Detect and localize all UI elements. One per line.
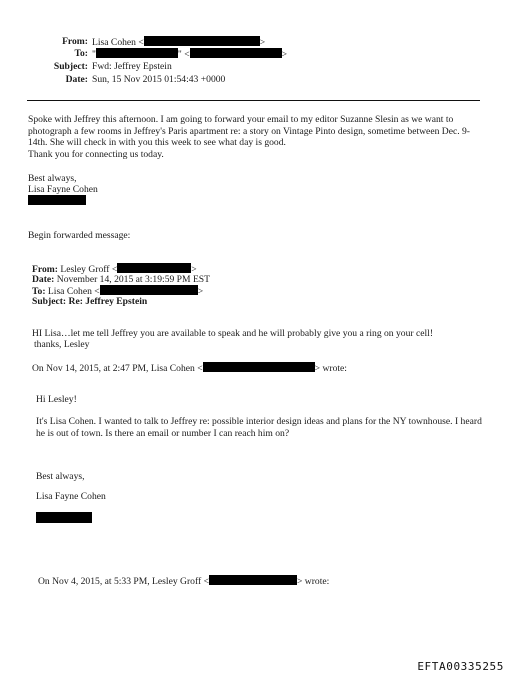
- quoted-greeting: Hi Lesley!: [36, 394, 77, 405]
- date-value: Sun, 15 Nov 2015 01:54:43 +0000: [92, 74, 226, 85]
- quoted-signature: Lisa Fayne Cohen: [36, 491, 106, 502]
- subject-label: Subject:: [53, 61, 88, 72]
- from-label: From:: [62, 36, 88, 47]
- reply-line1: HI Lisa…let me tell Jeffrey you are available to speak and he will probably give you a ring on your cell!: [32, 328, 434, 339]
- date-label: Date:: [65, 74, 88, 85]
- redaction-bar: [36, 512, 92, 523]
- to-label: To:: [74, 48, 88, 59]
- signoff: Best always,: [28, 173, 77, 184]
- redaction-bar: [190, 48, 282, 58]
- fwd-from: From: Lesley Groff < >: [32, 264, 197, 275]
- redaction-bar: [144, 36, 260, 46]
- from-value: Lisa Cohen < >: [92, 37, 266, 48]
- header-divider: [27, 100, 480, 101]
- quoted-redacted-contact: [36, 512, 92, 525]
- fwd-to: To: Lisa Cohen < >: [32, 286, 204, 297]
- to-value: " " < >: [92, 49, 288, 60]
- quote-intro: On Nov 14, 2015, at 2:47 PM, Lisa Cohen < > wrote:: [32, 363, 347, 374]
- redacted-contact: [28, 195, 86, 207]
- redaction-bar: [117, 263, 191, 273]
- redaction-bar: [96, 48, 178, 58]
- signature: Lisa Fayne Cohen: [28, 184, 98, 195]
- subject-value: Fwd: Jeffrey Epstein: [92, 61, 172, 72]
- quoted-signoff: Best always,: [36, 471, 85, 482]
- reply-line2: thanks, Lesley: [34, 339, 90, 350]
- thanks-line: Thank you for connecting us today.: [28, 149, 164, 160]
- redaction-bar: [28, 195, 86, 205]
- redaction-bar: [100, 285, 198, 295]
- quoted-paragraph: It's Lisa Cohen. I wanted to talk to Jeffrey re: possible interior design ideas and plans for the NY townhouse. I heard he is out of town. Is there an email or number I can reach him on?: [36, 416, 482, 439]
- fwd-date: Date: November 14, 2015 at 3:19:59 PM EST: [32, 274, 211, 285]
- bates-number: EFTA00335255: [417, 660, 504, 673]
- fwd-subject: Subject: Re: Jeffrey Epstein: [32, 296, 148, 307]
- message-paragraph: Spoke with Jeffrey this afternoon. I am going to forward your email to my editor Suzanne Slesin as we want to photograph a few rooms in Jeffrey's Paris apartment re: a story on Vintage Pinto design, sometime between Dec. 9- 14th. She will check in with you this week to see what day is good.: [28, 114, 471, 149]
- begin-forwarded: Begin forwarded message:: [28, 230, 131, 241]
- redaction-bar: [203, 362, 315, 372]
- quote-intro-2: On Nov 4, 2015, at 5:33 PM, Lesley Groff < > wrote:: [38, 576, 330, 587]
- redaction-bar: [209, 575, 297, 585]
